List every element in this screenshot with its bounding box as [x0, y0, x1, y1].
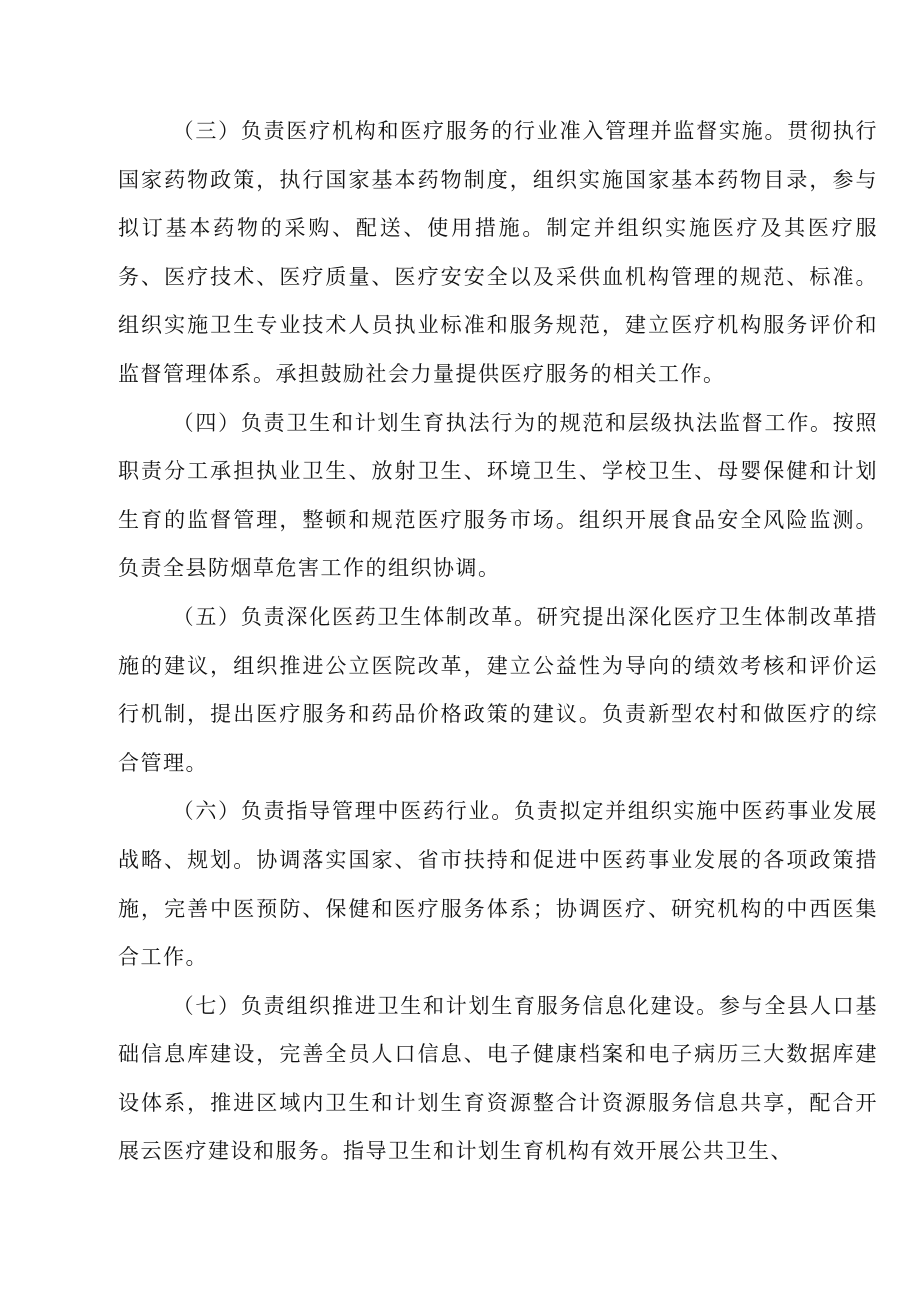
paragraph-5: （五）负责深化医药卫生体制改革。研究提出深化医疗卫生体制改革措施的建议，组织推进公立医院改革，建立公益性为导向的绩效考核和评价运行机制，提出医疗服务和药品价格政策的建议。负责新型农村和做医疗的综合管理。: [118, 604, 878, 775]
paragraph-7: （七）负责组织推进卫生和计划生育服务信息化建设。参与全县人口基础信息库建设，完善全员人口信息、电子健康档案和电子病历三大数据库建设体系，推进区域内卫生和计划生育资源整合计资源服务信息共享，配合开展云医疗建设和服务。指导卫生和计划生育机构有效开展公共卫生、: [118, 993, 878, 1164]
paragraph-3: （三）负责医疗机构和医疗服务的行业准入管理并监督实施。贯彻执行国家药物政策，执行国家基本药物制度，组织实施国家基本药物目录，参与拟订基本药物的采购、配送、使用措施。制定并组织实施医疗及其医疗服务、医疗技术、医疗质量、医疗安安全以及采供血机构管理的规范、标准。组织实施卫生专业技术人员执业标准和服务规范，建立医疗机构服务评价和监督管理体系。承担鼓励社会力量提供医疗服务的相关工作。: [118, 119, 878, 386]
paragraph-4: （四）负责卫生和计划生育执法行为的规范和层级执法监督工作。按照职责分工承担执业卫生、放射卫生、环境卫生、学校卫生、母婴保健和计划生育的监督管理，整顿和规范医疗服务市场。组织开展食品安全风险监测。负责全县防烟草危害工作的组织协调。: [118, 410, 878, 581]
document-body: [118, 107, 878, 1176]
paragraph-6: （六）负责指导管理中医药行业。负责拟定并组织实施中医药事业发展战略、规划。协调落实国家、省市扶持和促进中医药事业发展的各项政策措施，完善中医预防、保健和医疗服务体系；协调医疗、研究机构的中西医集合工作。: [118, 799, 878, 970]
